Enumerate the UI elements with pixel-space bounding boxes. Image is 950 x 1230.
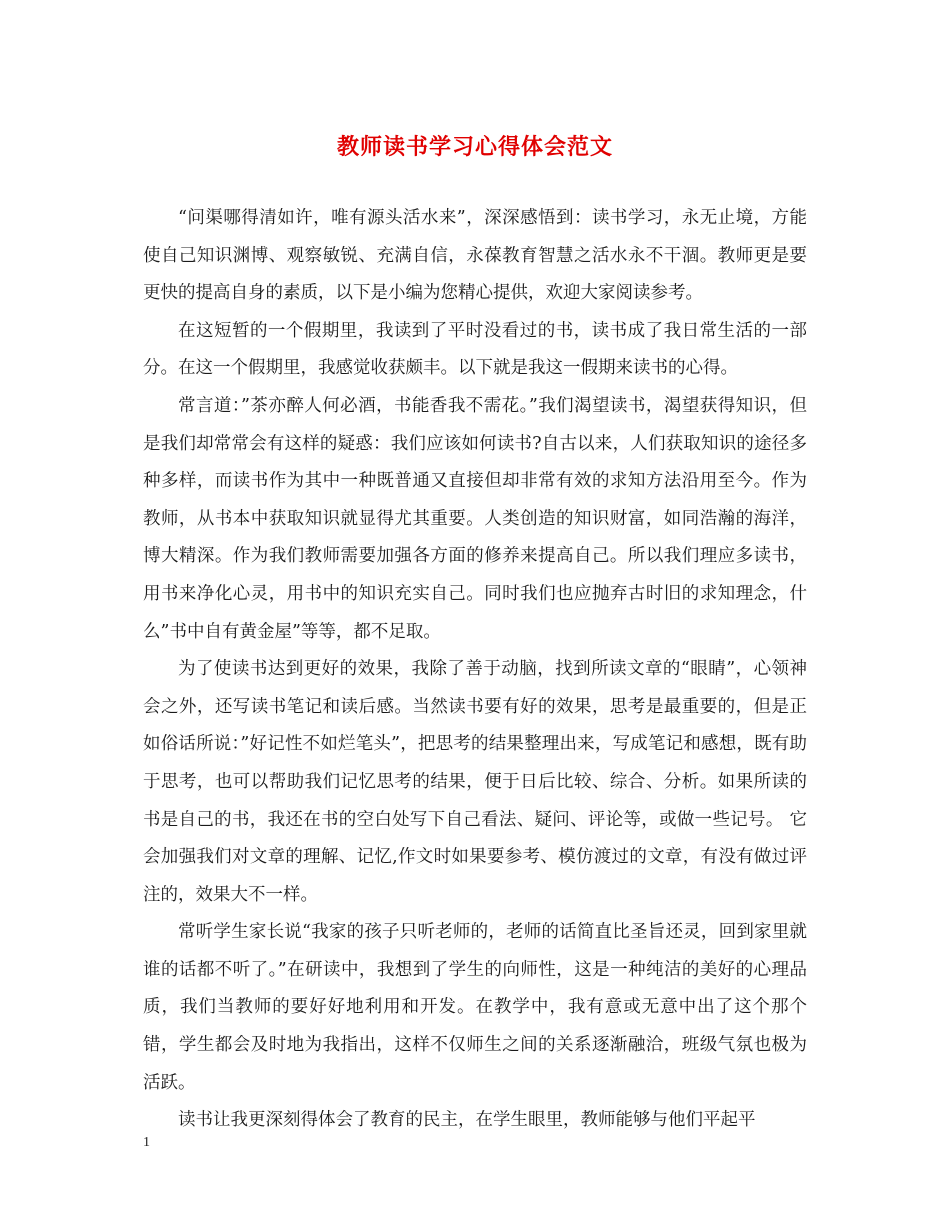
paragraph-1: “问渠哪得清如许，唯有源头活水来”，深深感悟到：读书学习，永无止境，方能使自己知识渊博、观察敏锐、充满自信，永葆教育智慧之活水永不干涸。教师更是要更快的提高自身的素质，以下是小编为您精心提供，欢迎大家阅读参考。 xyxy=(143,208,807,304)
document-body xyxy=(143,200,807,1140)
paragraph-2: 在这短暂的一个假期里，我读到了平时没看过的书，读书成了我日常生活的一部分。在这一个假期里，我感觉收获颇丰。以下就是我这一假期来读书的心得。 xyxy=(143,320,807,379)
page-number: 1 xyxy=(143,1135,150,1150)
paragraph-5: 常听学生家长说“我家的孩子只听老师的，老师的话简直比圣旨还灵，回到家里就谁的话都不听了。”在研读中，我想到了学生的向师性，这是一种纯洁的美好的心理品质，我们当教师的要好好地利用和开发。在教学中，我有意或无意中出了这个那个错，学生都会及时地为我指出，这样不仅师生之间的关系逐渐融洽，班级气氛也极为活跃。 xyxy=(143,922,807,1093)
paragraph-6: 读书让我更深刻得体会了教育的民主，在学生眼里，教师能够与他们平起平 xyxy=(178,1110,756,1131)
paragraph-4: 为了使读书达到更好的效果，我除了善于动脑，找到所读文章的“眼睛”，心领神会之外，还写读书笔记和读后感。当然读书要有好的效果，思考是最重要的，但是正如俗话所说：”好记性不如烂笔头”，把思考的结果整理出来，写成笔记和感想，既有助于思考，也可以帮助我们记忆思考的结果，便于日后比较、综合、分析。如果所读的书是自己的书，我还在书的空白处写下自己看法、疑问、评论等，或做一些记号。 它会加强我们对文章的理解、记忆,作文时如果要参考、模仿渡过的文章，有没有做过评注的，效果大不一样。 xyxy=(143,659,807,905)
document-title: 教师读书学习心得体会范文 xyxy=(336,135,613,160)
paragraph-3: 常言道：”茶亦醉人何必酒，书能香我不需花。”我们渴望读书，渴望获得知识，但是我们却常常会有这样的疑惑：我们应该如何读书?自古以来，人们获取知识的途径多种多样，而读书作为其中一种既普通又直接但却非常有效的求知方法沿用至今。作为教师，从书本中获取知识就显得尤其重要。人类创造的知识财富，如同浩瀚的海洋，博大精深。作为我们教师需要加强各方面的修养来提高自己。所以我们理应多读书，用书来净化心灵，用书中的知识充实自己。同时我们也应抛弃古时旧的求知理念，什么”书中自有黄金屋”等等，都不足取。 xyxy=(143,395,807,642)
